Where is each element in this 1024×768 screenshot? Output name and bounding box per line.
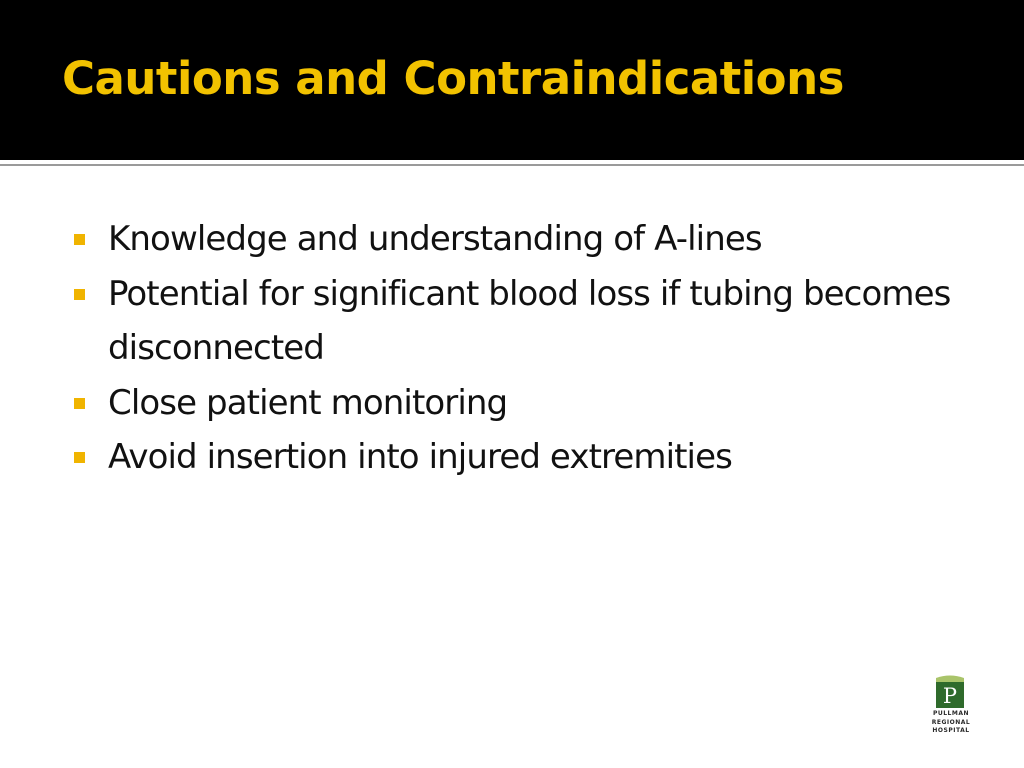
logo-line: HOSPITAL <box>932 727 970 734</box>
logo-line: PULLMAN <box>932 710 970 717</box>
logo-letter: P <box>942 684 958 708</box>
square-bullet-icon <box>74 452 85 463</box>
slide-title: Cautions and Contraindications <box>62 52 844 105</box>
bullet-list <box>72 212 972 485</box>
bullet-text: Knowledge and understanding of A-lines <box>108 219 762 259</box>
hospital-logo-icon <box>934 674 966 708</box>
bullet-text: Close patient monitoring <box>108 382 508 423</box>
hospital-logo <box>926 674 976 738</box>
bullet-item <box>72 267 972 376</box>
bullet-text: Avoid insertion into injured extremities <box>108 437 732 477</box>
title-divider <box>0 164 1024 166</box>
logo-line: REGIONAL <box>931 718 971 726</box>
logo-wordmark <box>926 710 976 736</box>
square-bullet-icon <box>74 234 85 245</box>
bullet-item <box>72 376 972 431</box>
square-bullet-icon <box>74 289 85 300</box>
bullet-item <box>72 430 972 485</box>
square-bullet-icon <box>74 398 85 409</box>
bullet-text: Potential for significant blood loss if tubing becomes disconnected <box>108 273 951 368</box>
bullet-item <box>72 212 972 267</box>
title-bar <box>0 0 1024 160</box>
